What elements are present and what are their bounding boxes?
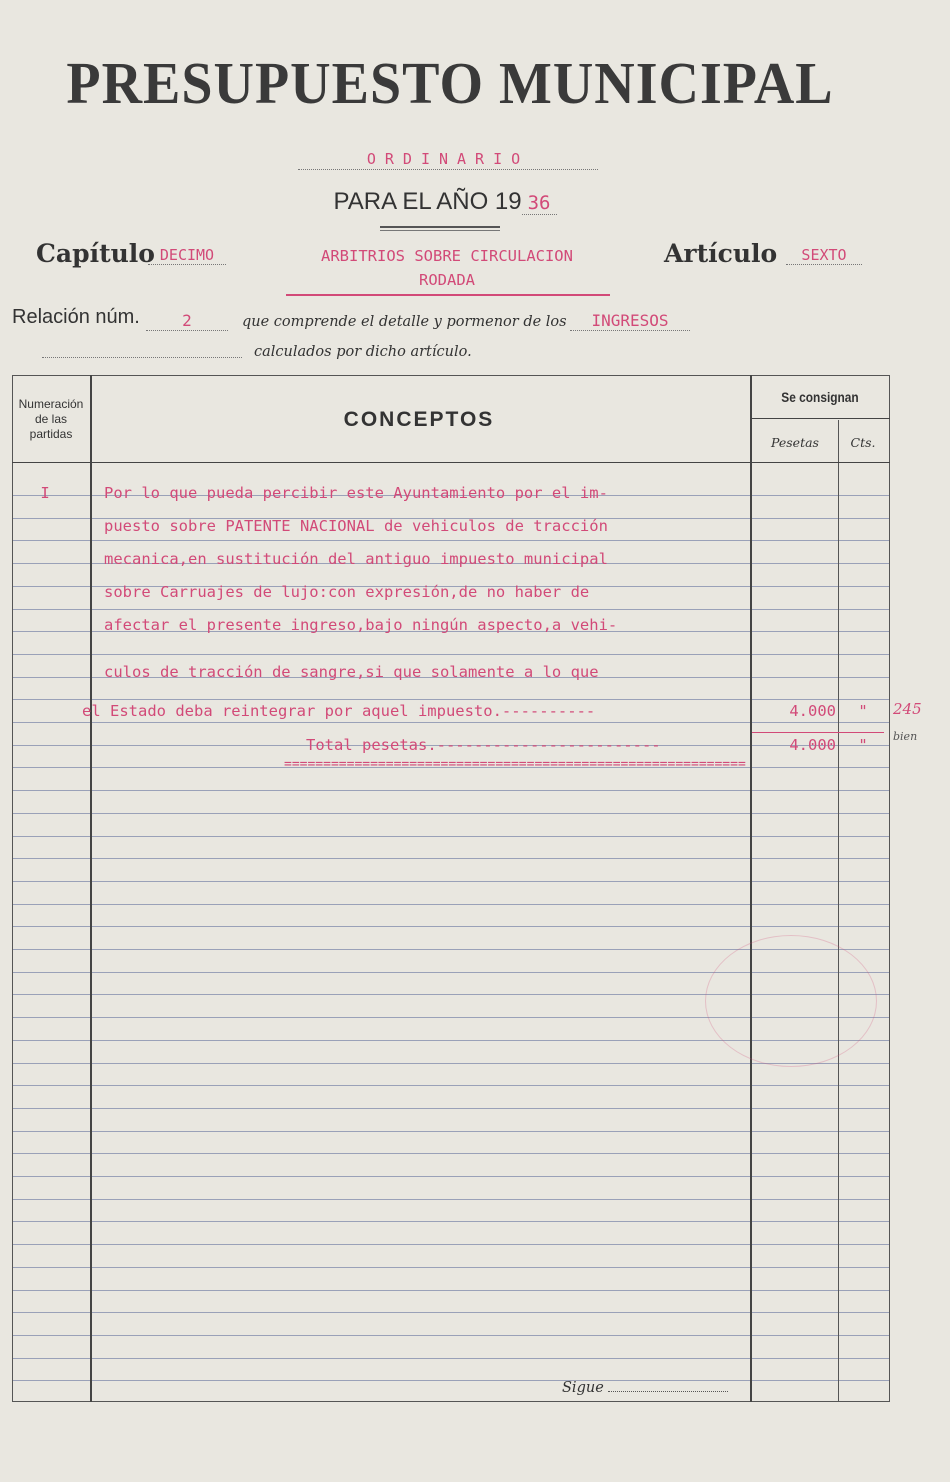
numeracion-header-l3: partidas: [29, 427, 73, 441]
numeracion-header-l1: Numeración: [18, 397, 84, 411]
pesetas-header: Pesetas: [771, 435, 819, 450]
ruled-line: [13, 1312, 889, 1313]
total-rule: [752, 732, 884, 733]
ruled-line: [13, 1221, 889, 1222]
col-divider-cts: [838, 420, 839, 1402]
numeracion-header: [12, 397, 90, 442]
concept-line: puesto sobre PATENTE NACIONAL de vehiculos de tracción: [104, 517, 608, 535]
col-divider-amount: [750, 375, 752, 1402]
total-pesetas: 4.000: [789, 736, 836, 754]
concept-line: culos de tracción de sangre,si que solamente a lo que: [104, 663, 599, 681]
margin-note-text: bien: [893, 730, 918, 743]
relacion-text-2: calculados por dicho artículo.: [254, 344, 472, 360]
sigue-text: Sigue: [562, 1380, 604, 1396]
ruled-line: [13, 813, 889, 814]
ruled-line: [13, 1085, 889, 1086]
blank-dotline: [42, 357, 242, 358]
double-rule: ===========================================================: [284, 757, 746, 772]
articulo-label: Artículo: [664, 239, 778, 268]
ruled-line: [13, 1380, 889, 1381]
ruled-line: [13, 926, 889, 927]
concept-line: el Estado deba reintegrar por aquel impuesto.----------: [82, 702, 596, 720]
relacion-text: que comprende el detalle y pormenor de los: [242, 314, 567, 330]
consignan-header: Se consignan: [781, 389, 859, 405]
relacion-type: INGRESOS: [570, 311, 690, 331]
year-line: [300, 188, 590, 216]
concept-line: mecanica,en sustitución del antiguo impuesto municipal: [104, 550, 608, 568]
sigue-dotline: [608, 1391, 728, 1392]
capitulo-value: DECIMO: [148, 246, 226, 265]
ruled-line: [13, 1108, 889, 1109]
ruled-line: [13, 540, 889, 541]
ruled-line: [13, 1176, 889, 1177]
ruled-line: [13, 1063, 889, 1064]
year-suffix: 36: [522, 192, 557, 215]
ornament-divider: [380, 226, 500, 231]
margin-note-number: 245: [893, 700, 922, 718]
articulo-value: SEXTO: [786, 246, 862, 265]
ruled-line: [13, 904, 889, 905]
concept-heading: [282, 244, 612, 292]
total-label: Total pesetas.------------------------: [306, 736, 661, 754]
ruled-line: [13, 654, 889, 655]
partida-number: I: [40, 484, 50, 502]
ruled-line: [13, 1290, 889, 1291]
ruled-line: [13, 836, 889, 837]
concept-heading-line1: ARBITRIOS SOBRE CIRCULACION: [321, 247, 573, 265]
ruled-line: [13, 609, 889, 610]
numeracion-header-l2: de las: [34, 412, 68, 426]
concept-line: sobre Carruajes de lujo:con expresión,de no haber de: [104, 583, 590, 601]
year-prefix: PARA EL AÑO 19: [333, 188, 522, 215]
cts-header: Cts.: [850, 435, 876, 450]
row-cts: ": [858, 702, 868, 720]
consignan-rule: [750, 418, 890, 419]
ruled-line: [13, 1153, 889, 1154]
ruled-line: [13, 1199, 889, 1200]
ruled-line: [13, 858, 889, 859]
concept-heading-line2: RODADA: [419, 271, 475, 289]
ruled-line: [13, 790, 889, 791]
conceptos-header: CONCEPTOS: [343, 408, 495, 431]
row-pesetas: 4.000: [789, 702, 836, 720]
ruled-line: [13, 1244, 889, 1245]
budget-type: ORDINARIO: [298, 150, 598, 170]
ruled-line: [13, 1335, 889, 1336]
concept-heading-underline: [286, 294, 610, 296]
col-divider-left: [90, 375, 92, 1402]
concept-line: afectar el presente ingreso,bajo ningún aspecto,a vehi-: [104, 616, 618, 634]
faded-seal: [705, 935, 877, 1067]
sigue-label: [562, 1380, 728, 1396]
total-cts: ": [858, 736, 868, 754]
capitulo-label: Capítulo: [36, 239, 155, 268]
relacion-label: Relación núm.: [12, 306, 140, 328]
ruled-line: [13, 1267, 889, 1268]
ruled-line: [13, 1358, 889, 1359]
ruled-line: [13, 699, 889, 700]
header-bottom-rule: [12, 462, 890, 463]
document-title: PRESUPUESTO MUNICIPAL: [66, 51, 834, 117]
ruled-line: [13, 722, 889, 723]
concept-line: Por lo que pueda percibir este Ayuntamiento por el im-: [104, 484, 608, 502]
relacion-number: 2: [146, 311, 228, 331]
ruled-line: [13, 1131, 889, 1132]
ruled-line: [13, 881, 889, 882]
